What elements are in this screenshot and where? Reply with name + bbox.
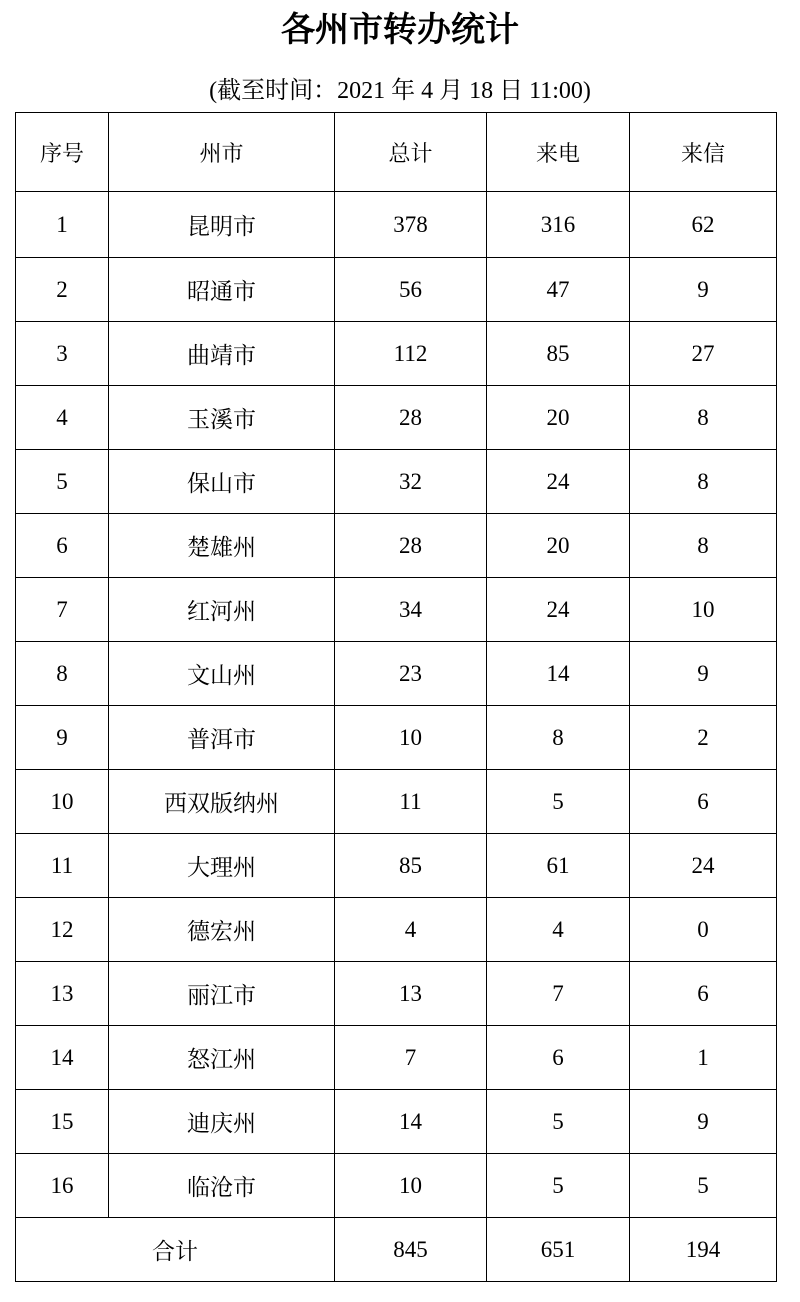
cell-name: 红河州 bbox=[109, 578, 335, 642]
column-header-name: 州市 bbox=[109, 113, 335, 192]
cell-name: 文山州 bbox=[109, 642, 335, 706]
table-row bbox=[16, 258, 777, 322]
cell-name: 普洱市 bbox=[109, 706, 335, 770]
table-row bbox=[16, 1154, 777, 1218]
cell-name: 德宏州 bbox=[109, 898, 335, 962]
column-header-total: 总计 bbox=[335, 113, 487, 192]
column-header-index: 序号 bbox=[16, 113, 109, 192]
cell-index: 9 bbox=[16, 706, 109, 770]
cell-letters: 62 bbox=[630, 192, 777, 258]
table-row bbox=[16, 322, 777, 386]
cell-letters: 6 bbox=[630, 962, 777, 1026]
cell-calls: 4 bbox=[487, 898, 630, 962]
cell-calls: 5 bbox=[487, 1154, 630, 1218]
cell-total: 13 bbox=[335, 962, 487, 1026]
cell-calls: 20 bbox=[487, 386, 630, 450]
table-footer-row bbox=[16, 1218, 777, 1282]
cell-letters: 2 bbox=[630, 706, 777, 770]
table-row bbox=[16, 1026, 777, 1090]
cell-letters: 8 bbox=[630, 450, 777, 514]
footer-total: 845 bbox=[335, 1218, 487, 1282]
cell-letters: 24 bbox=[630, 834, 777, 898]
table-header-row bbox=[16, 113, 777, 192]
cell-index: 14 bbox=[16, 1026, 109, 1090]
cell-index: 6 bbox=[16, 514, 109, 578]
cell-name: 临沧市 bbox=[109, 1154, 335, 1218]
cell-letters: 0 bbox=[630, 898, 777, 962]
cell-total: 28 bbox=[335, 514, 487, 578]
cell-index: 10 bbox=[16, 770, 109, 834]
cell-index: 5 bbox=[16, 450, 109, 514]
cell-calls: 20 bbox=[487, 514, 630, 578]
table-row bbox=[16, 192, 777, 258]
cell-index: 3 bbox=[16, 322, 109, 386]
page-subtitle: (截至时间：2021 年 4 月 18 日 11:00) bbox=[209, 78, 591, 104]
stats-table bbox=[15, 112, 777, 1282]
column-header-calls: 来电 bbox=[487, 113, 630, 192]
cell-calls: 316 bbox=[487, 192, 630, 258]
table-row bbox=[16, 962, 777, 1026]
table-row bbox=[16, 834, 777, 898]
cell-calls: 6 bbox=[487, 1026, 630, 1090]
cell-name: 西双版纳州 bbox=[109, 770, 335, 834]
cell-total: 85 bbox=[335, 834, 487, 898]
cell-letters: 9 bbox=[630, 258, 777, 322]
table-row bbox=[16, 450, 777, 514]
cell-total: 4 bbox=[335, 898, 487, 962]
cell-total: 11 bbox=[335, 770, 487, 834]
cell-total: 14 bbox=[335, 1090, 487, 1154]
cell-total: 32 bbox=[335, 450, 487, 514]
footer-label: 合计 bbox=[16, 1218, 335, 1282]
table-row bbox=[16, 706, 777, 770]
cell-calls: 8 bbox=[487, 706, 630, 770]
cell-calls: 47 bbox=[487, 258, 630, 322]
cell-calls: 61 bbox=[487, 834, 630, 898]
cell-total: 34 bbox=[335, 578, 487, 642]
cell-letters: 8 bbox=[630, 514, 777, 578]
cell-index: 4 bbox=[16, 386, 109, 450]
cell-calls: 7 bbox=[487, 962, 630, 1026]
cell-name: 玉溪市 bbox=[109, 386, 335, 450]
cell-calls: 5 bbox=[487, 770, 630, 834]
table-row bbox=[16, 898, 777, 962]
table-row bbox=[16, 1090, 777, 1154]
cell-index: 11 bbox=[16, 834, 109, 898]
table-row bbox=[16, 386, 777, 450]
cell-letters: 5 bbox=[630, 1154, 777, 1218]
cell-index: 16 bbox=[16, 1154, 109, 1218]
cell-name: 怒江州 bbox=[109, 1026, 335, 1090]
cell-letters: 6 bbox=[630, 770, 777, 834]
cell-letters: 9 bbox=[630, 642, 777, 706]
cell-total: 23 bbox=[335, 642, 487, 706]
cell-index: 7 bbox=[16, 578, 109, 642]
footer-letters: 194 bbox=[630, 1218, 777, 1282]
cell-index: 2 bbox=[16, 258, 109, 322]
cell-name: 曲靖市 bbox=[109, 322, 335, 386]
cell-index: 13 bbox=[16, 962, 109, 1026]
cell-calls: 85 bbox=[487, 322, 630, 386]
cell-name: 迪庆州 bbox=[109, 1090, 335, 1154]
footer-calls: 651 bbox=[487, 1218, 630, 1282]
cell-name: 昆明市 bbox=[109, 192, 335, 258]
cell-total: 28 bbox=[335, 386, 487, 450]
cell-index: 8 bbox=[16, 642, 109, 706]
cell-name: 楚雄州 bbox=[109, 514, 335, 578]
cell-name: 昭通市 bbox=[109, 258, 335, 322]
cell-total: 56 bbox=[335, 258, 487, 322]
table-row bbox=[16, 770, 777, 834]
cell-total: 112 bbox=[335, 322, 487, 386]
cell-calls: 24 bbox=[487, 578, 630, 642]
cell-letters: 10 bbox=[630, 578, 777, 642]
cell-letters: 9 bbox=[630, 1090, 777, 1154]
table-row bbox=[16, 642, 777, 706]
cell-total: 10 bbox=[335, 706, 487, 770]
cell-calls: 5 bbox=[487, 1090, 630, 1154]
cell-index: 1 bbox=[16, 192, 109, 258]
column-header-letters: 来信 bbox=[630, 113, 777, 192]
table-row bbox=[16, 514, 777, 578]
cell-name: 丽江市 bbox=[109, 962, 335, 1026]
cell-total: 7 bbox=[335, 1026, 487, 1090]
cell-letters: 1 bbox=[630, 1026, 777, 1090]
cell-name: 保山市 bbox=[109, 450, 335, 514]
cell-name: 大理州 bbox=[109, 834, 335, 898]
cell-letters: 8 bbox=[630, 386, 777, 450]
cell-calls: 14 bbox=[487, 642, 630, 706]
table-body bbox=[16, 192, 777, 1218]
table-row bbox=[16, 578, 777, 642]
cell-index: 15 bbox=[16, 1090, 109, 1154]
cell-calls: 24 bbox=[487, 450, 630, 514]
cell-letters: 27 bbox=[630, 322, 777, 386]
cell-total: 10 bbox=[335, 1154, 487, 1218]
page-title: 各州市转办统计 bbox=[281, 10, 519, 50]
cell-total: 378 bbox=[335, 192, 487, 258]
cell-index: 12 bbox=[16, 898, 109, 962]
